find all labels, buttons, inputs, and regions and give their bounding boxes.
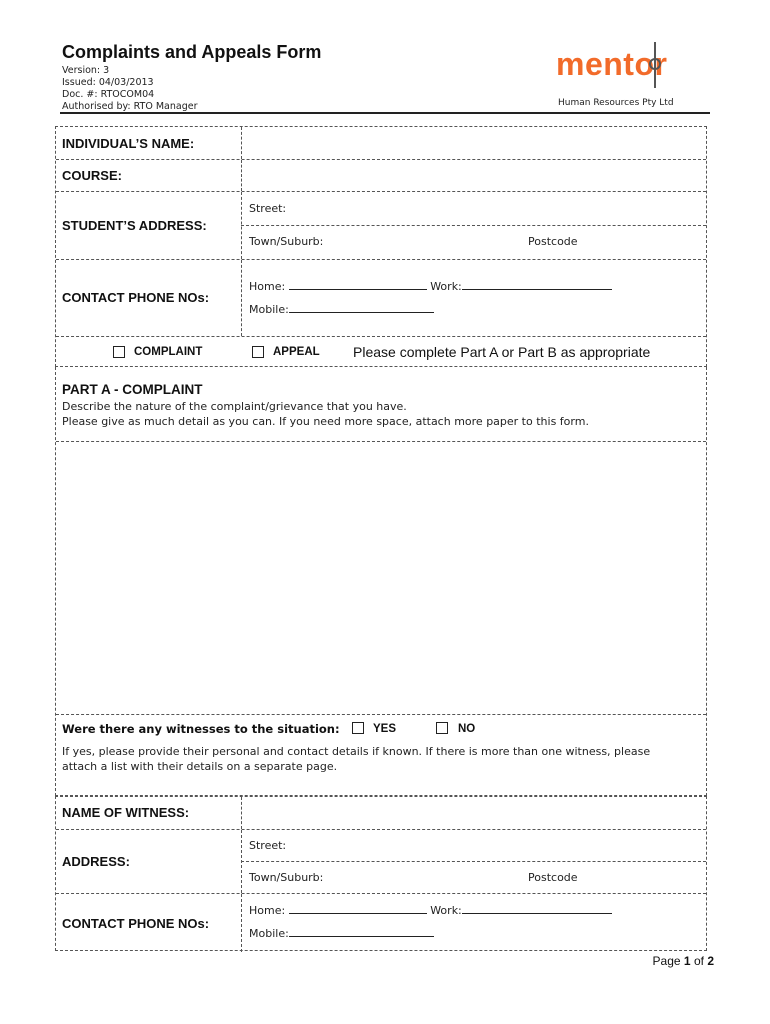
header-divider (60, 112, 710, 114)
company-name: Human Resources Pty Ltd (558, 98, 674, 108)
witness-town-label: Town/Suburb: (249, 871, 324, 884)
contact-phone-label: CONTACT PHONE NOs: (62, 290, 210, 305)
current-page: 1 (683, 954, 691, 968)
course-row (56, 160, 706, 192)
witness-no-label: NO (458, 723, 476, 735)
witness-note-1: If yes, please provide their personal and contact details if known. If there is more than one witness, please (62, 745, 651, 758)
witness-work-label: Work: (430, 904, 462, 917)
mobile-phone-label: Mobile: (249, 303, 289, 316)
postcode-label: Postcode (528, 235, 578, 248)
appeal-checkbox[interactable] (252, 346, 264, 358)
doc-number-text: Doc. #: RTOCOM04 (62, 89, 155, 100)
witness-name-row (56, 797, 706, 830)
individual-name-row (56, 127, 706, 160)
student-address-row (56, 192, 706, 260)
witness-name-label: NAME OF WITNESS: (62, 805, 190, 820)
witness-yes-label: YES (373, 723, 397, 735)
home-phone-label: Home: (249, 280, 286, 293)
course-field[interactable] (242, 160, 706, 191)
personal-details-section (55, 126, 707, 367)
individual-name-field[interactable] (242, 127, 706, 159)
witness-mobile-label: Mobile: (249, 927, 289, 940)
individual-name-label: INDIVIDUAL’S NAME: (62, 136, 195, 151)
witness-street-label: Street: (249, 839, 287, 852)
issued-text: Issued: 04/03/2013 (62, 77, 154, 88)
street-label: Street: (249, 202, 287, 215)
part-a-description-1: Describe the nature of the complaint/grievance that you have. (62, 400, 407, 413)
mentor-logo (556, 42, 686, 86)
page-number: Page 1 of 2 (652, 954, 714, 968)
witness-postcode-label: Postcode (528, 871, 578, 884)
home-phone-field[interactable] (289, 280, 427, 290)
part-a-description-2: Please give as much detail as you can. If you need more space, attach more paper to this form. (62, 415, 589, 428)
part-instruction: Please complete Part A or Part B as appropriate (353, 344, 651, 360)
logo-wordmark: mentor (556, 46, 668, 82)
contact-phone-row (56, 260, 706, 337)
part-a-header (56, 367, 706, 442)
witness-no-checkbox[interactable] (436, 722, 448, 734)
witness-home-field[interactable] (289, 904, 427, 914)
work-phone-field[interactable] (462, 280, 612, 290)
logo-key-icon (648, 42, 662, 88)
witness-phone-row (56, 894, 706, 952)
complaint-label: COMPLAINT (134, 346, 203, 358)
witness-address-row (56, 830, 706, 894)
complaint-details-area[interactable] (56, 442, 706, 715)
student-address-label: STUDENT’S ADDRESS: (62, 218, 207, 233)
mobile-phone-field[interactable] (289, 303, 434, 313)
complaint-checkbox[interactable] (113, 346, 125, 358)
version-text: Version: 3 (62, 65, 110, 76)
witness-home-label: Home: (249, 904, 286, 917)
witness-details-section (55, 796, 707, 951)
witness-note-2: attach a list with their details on a separate page. (62, 760, 338, 773)
witness-phone-label: CONTACT PHONE NOs: (62, 916, 210, 931)
work-phone-label: Work: (430, 280, 462, 293)
type-row (56, 337, 706, 368)
witness-question-block (56, 715, 706, 796)
form-title: Complaints and Appeals Form (62, 42, 322, 62)
witness-work-field[interactable] (462, 904, 612, 914)
town-label: Town/Suburb: (249, 235, 324, 248)
witness-address-label: ADDRESS: (62, 854, 130, 869)
witness-mobile-field[interactable] (289, 927, 434, 937)
document-meta (62, 65, 198, 113)
witness-yes-checkbox[interactable] (352, 722, 364, 734)
part-a-title: PART A - COMPLAINT (62, 382, 203, 397)
appeal-label: APPEAL (273, 346, 320, 358)
witness-name-field[interactable] (242, 797, 706, 829)
witness-question: Were there any witnesses to the situation: (62, 722, 340, 736)
part-a-section (55, 367, 707, 796)
total-pages: 2 (707, 954, 714, 968)
authorised-text: Authorised by: RTO Manager (62, 101, 198, 112)
course-label: COURSE: (62, 168, 122, 183)
